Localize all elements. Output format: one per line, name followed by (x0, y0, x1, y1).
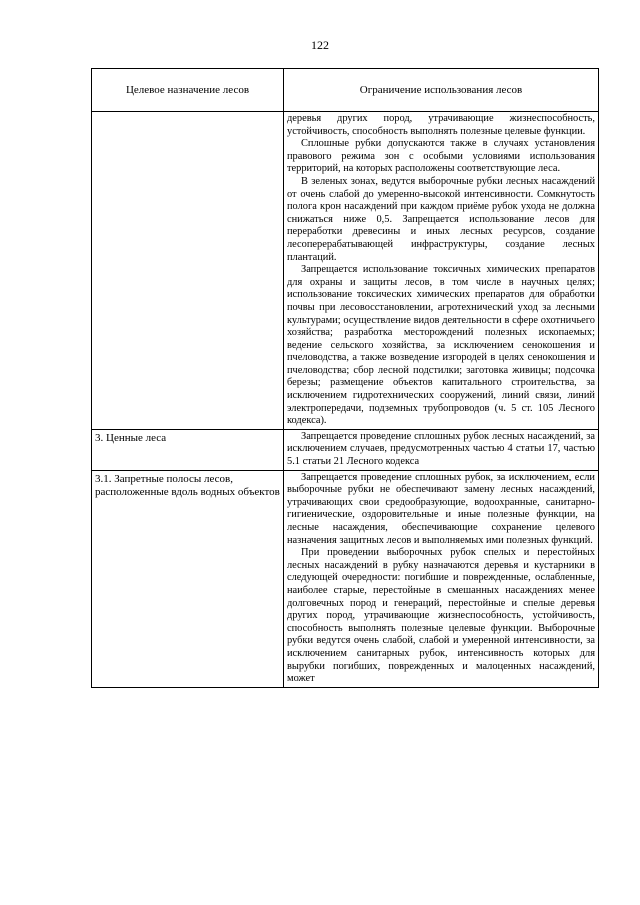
row-restrictions (284, 112, 599, 430)
header-usage-restrictions: Ограничение использования лесов (284, 69, 599, 112)
row-label: 3. Ценные леса (92, 429, 284, 470)
forest-restrictions-table (91, 68, 599, 688)
restriction-paragraph: Запрещается проведение сплошных рубок, за исключением, если выборочные рубки не обеспечивают замену лесных насаждений, утрачивающих свои средообразующие, водоохранные, санитарно-гигиенические, оздоровительные и иные полезные функции, на лесные насаждения, обеспечивающие сохранение целевого назначения защитных лесов и выполняемых ими полезных функций. (287, 471, 595, 546)
header-forest-purpose: Целевое назначение лесов (92, 69, 284, 112)
restriction-paragraph: При проведении выборочных рубок спелых и перестойных лесных насаждений в рубку назначаются деревья и кустарники в следующей очередности: погибшие и поврежденные, ослабленные, наиболее старые, перестойные в смешанных насаждениях менее долговечных пород и генераций, перестойные и спелые деревья других пород, утрачивающие жизнеспособность, устойчивость, способность выполнять полезные целевые функции. Выборочные рубки ведутся очень слабой, слабой и умеренной интенсивности, за исключением санитарных рубок, интенсивность которых для вырубки погибших, поврежденных и малоценных насаждений, может (287, 547, 595, 685)
table-header-row (92, 69, 599, 112)
row-label (92, 112, 284, 430)
row-restrictions (284, 429, 599, 470)
restriction-paragraph: Сплошные рубки допускаются также в случаях установления правового режима зон с особыми условиями использования территорий, на которых расположены соответствующие леса. (287, 138, 595, 175)
restriction-paragraph: Запрещается проведение сплошных рубок лесных насаждений, за исключением случаев, предусмотренных частью 4 статьи 17, частью 5.1 статьи 21 Лесного кодекса (287, 430, 595, 468)
table-row (92, 470, 599, 687)
page-number: 122 (311, 38, 329, 52)
restriction-paragraph: Запрещается использование токсичных химических препаратов для охраны и защиты лесов, в том числе в научных целях; использование токсических химических препаратов для обработки почвы при лесовосстановлении, агротехнический уход за лесными культурами; осуществление видов деятельности в сфере охотничьего хозяйства; разработка месторождений полезных ископаемых; ведение сельского хозяйства, за исключением сенокошения и пчеловодства, а также возведение изгородей в целях сенокошения и пчеловодства; сбор лесной подстилки; заготовка живицы; подсочка березы; размещение объектов капитального строительства, за исключением гидротехнических сооружений, линий связи, линий электропередачи, подземных трубопроводов (ч. 5 ст. 105 Лесного кодекса). (287, 264, 595, 427)
restriction-paragraph: В зеленых зонах, ведутся выборочные рубки лесных насаждений от очень слабой до умеренно-высокой интенсивности. Сомкнутость полога крон насаждений при каждом приёме рубок ухода не должна снижаться ниже 0,5. Запрещается использование лесов для переработки древесины и иных лесных ресурсов, создание лесоперерабатывающей инфраструктуры, создание лесных плантаций. (287, 175, 595, 263)
row-restrictions (284, 470, 599, 687)
restriction-paragraph: деревья других пород, утрачивающие жизнеспособность, устойчивость, способность выполнять полезные целевые функции. (287, 113, 595, 137)
row-label: 3.1. Запретные полосы лесов, расположенные вдоль водных объектов (92, 470, 284, 687)
table-row (92, 112, 599, 430)
table-row (92, 429, 599, 470)
